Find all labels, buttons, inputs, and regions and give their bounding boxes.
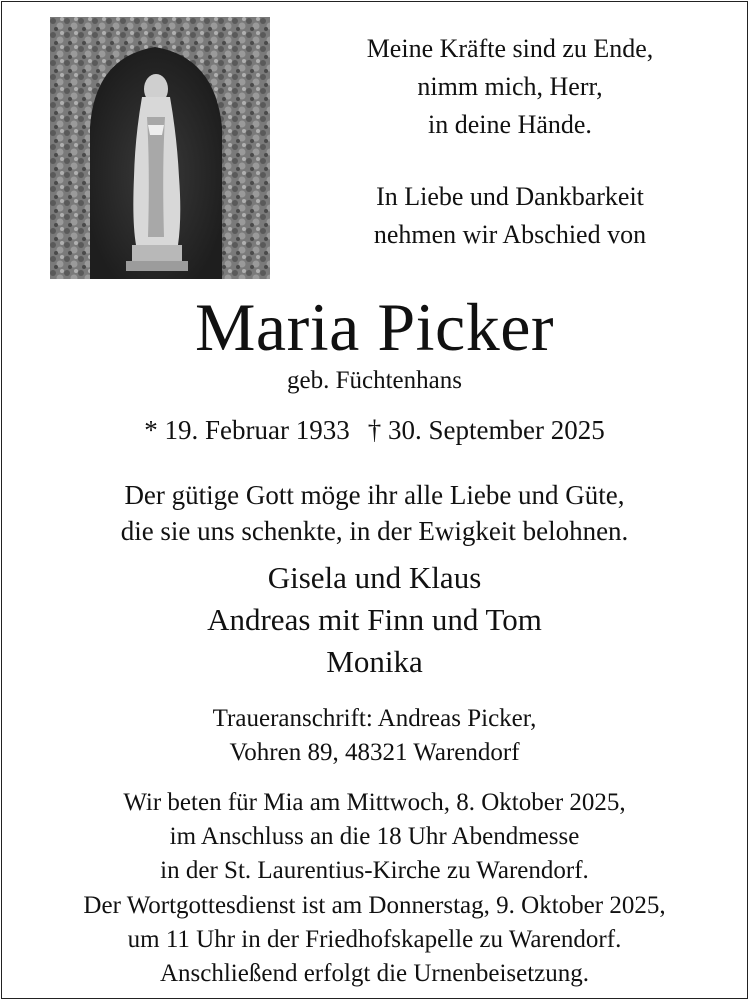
prayer-announcement <box>0 786 749 888</box>
memorial-poem <box>300 30 720 254</box>
mourner-name: Andreas mit Finn und Tom <box>207 602 542 637</box>
farewell-line: nehmen wir Abschied von <box>373 220 647 249</box>
death-date: † 30. September 2025 <box>367 415 605 445</box>
mourner-name: Gisela und Klaus <box>267 560 482 595</box>
madonna-statue-image <box>50 17 270 279</box>
address-line: Traueranschrift: Andreas Picker, <box>212 705 537 732</box>
funeral-service-announcement <box>0 889 749 991</box>
birth-name: geb. Füchtenhans <box>287 367 462 394</box>
service-line: um 11 Uhr in der Friedhofskapelle zu Warendorf. <box>127 926 622 953</box>
mourner-name: Monika <box>326 644 423 679</box>
condolence-address <box>0 702 749 770</box>
blessing-line: die sie uns schenkte, in der Ewigkeit belohnen. <box>120 516 629 546</box>
life-dates <box>0 413 749 447</box>
blessing-text <box>0 477 749 549</box>
poem-line: nimm mich, Herr, <box>417 72 603 101</box>
prayer-line: im Anschluss an die 18 Uhr Abendmesse <box>169 823 580 850</box>
address-line: Vohren 89, 48321 Warendorf <box>229 739 520 766</box>
poem-line: in deine Hände. <box>428 110 592 139</box>
service-line: Der Wortgottesdienst ist am Donnerstag, 9. Oktober 2025, <box>83 892 666 919</box>
birth-date: * 19. Februar 1933 <box>144 415 350 445</box>
prayer-line: in der St. Laurentius-Kirche zu Warendorf. <box>160 857 589 884</box>
blessing-line: Der gütige Gott möge ihr alle Liebe und Güte, <box>124 480 625 510</box>
madonna-grotto-photo <box>50 17 270 279</box>
deceased-name: Maria Picker <box>194 289 555 365</box>
poem-line: Meine Kräfte sind zu Ende, <box>366 34 654 63</box>
farewell-line: In Liebe und Dankbarkeit <box>376 182 644 211</box>
prayer-line: Wir beten für Mia am Mittwoch, 8. Oktober 2025, <box>123 789 626 816</box>
service-line: Anschließend erfolgt die Urnenbeisetzung. <box>159 960 590 987</box>
mourners-list <box>0 557 749 683</box>
